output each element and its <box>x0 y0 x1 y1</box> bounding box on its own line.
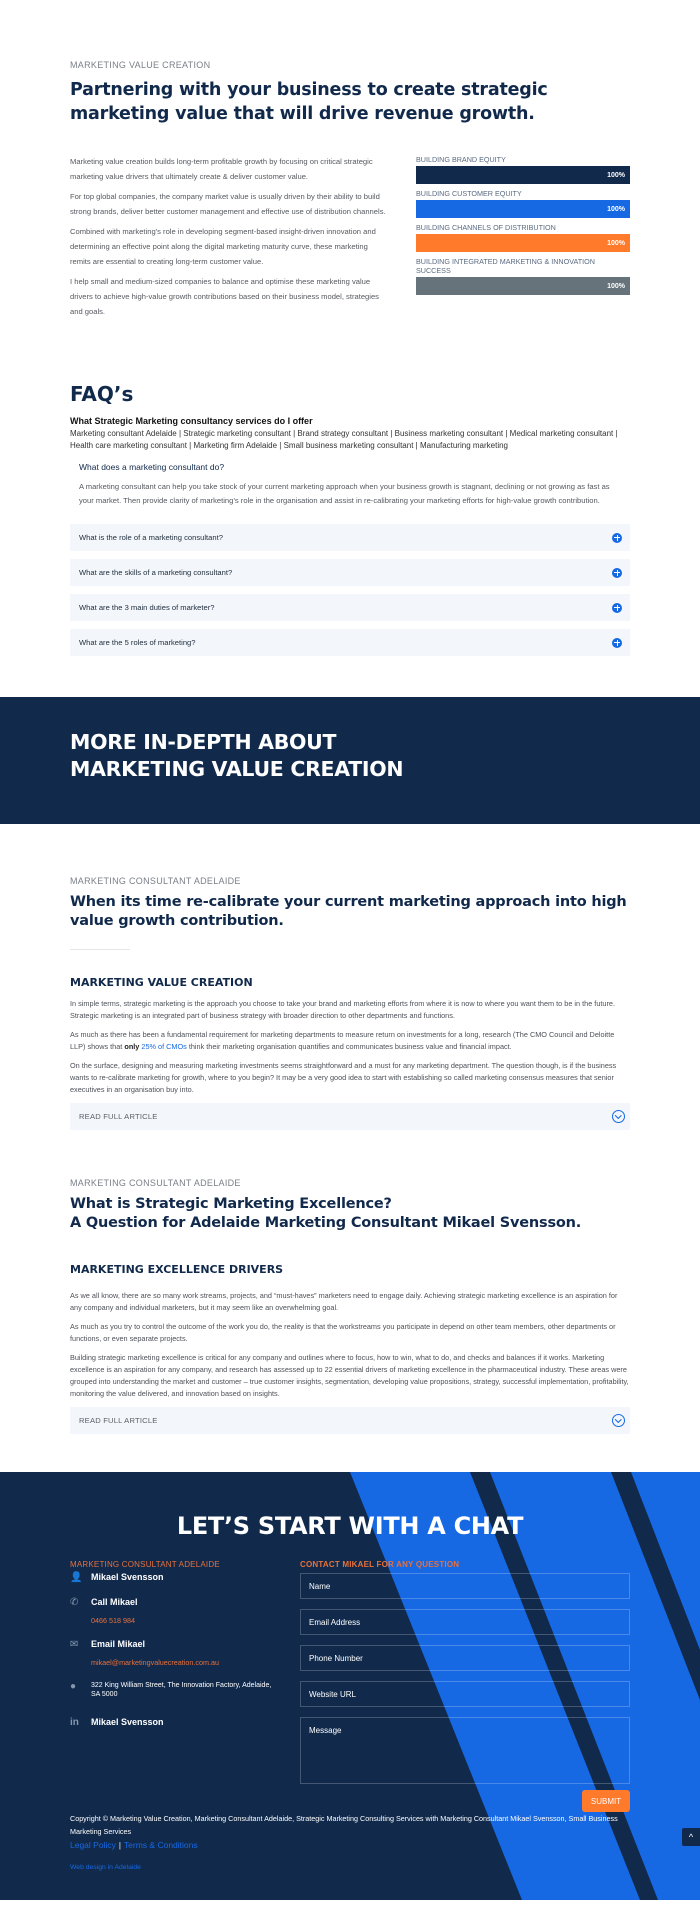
message-field[interactable]: Message <box>300 1717 630 1784</box>
contact-name-text: Mikael Svensson <box>91 1572 164 1582</box>
cmo-stat-link[interactable]: 25% of CMOs <box>141 1042 187 1051</box>
contact-email <box>70 1639 300 1667</box>
faq-open-answer: A marketing consultant can help you take stock of your current marketing approach when your business growth is stagnant, declining or not growing as fast as your market. Then provide clarity of marketing’s role in the organisation and assist in re-calibrating your marketing efforts for high-value growth contribution. <box>79 482 610 505</box>
separator: | <box>118 1841 121 1850</box>
phone-link[interactable]: 0466 518 984 <box>91 1616 135 1625</box>
plus-circle-icon[interactable] <box>612 638 622 648</box>
text: As much as there has been a fundamental requirement for marketing departments to measure return on investments for a long, research (The CMO Council and Deloitte LLP) shows that <box>70 1030 615 1051</box>
text-bold: only <box>124 1042 140 1051</box>
chevron-down-circle-icon[interactable] <box>612 1110 625 1123</box>
bar-value: 100% <box>607 205 625 213</box>
banner-title <box>70 697 700 783</box>
phone-icon: ✆ <box>70 1597 79 1608</box>
faq-question: What are the 5 roles of marketing? <box>79 638 196 647</box>
map-pin-icon: ● <box>70 1681 77 1692</box>
faq-question: What is the role of a marketing consultant? <box>79 533 223 542</box>
article-title: When its time re-calibrate your current marketing approach into high value growth contribution. <box>70 894 627 929</box>
intro-title: Partnering with your business to create strategic marketing value that will drive revenue growth. <box>70 80 548 124</box>
email-link[interactable]: mikael@marketingvaluecreation.com.au <box>91 1658 219 1667</box>
plus-circle-icon[interactable] <box>612 533 622 543</box>
form-eyebrow: CONTACT MIKAEL FOR ANY QUESTION <box>300 1560 460 1569</box>
bar-integrated-marketing <box>416 277 630 295</box>
bar-value: 100% <box>607 171 625 179</box>
faq-service-tags: Marketing consultant Adelaide | Strategic marketing consultant | Brand strategy consultant | Business marketing consultant | Medical marketing consultant | Health care marketing consultant | Marketing firm Adelaide | Small business marketing consultant | Manufacturing marketing <box>70 429 618 450</box>
faq-list <box>70 524 630 656</box>
faq-item[interactable] <box>70 629 630 656</box>
faq-item[interactable] <box>70 594 630 621</box>
bar-label-brand-equity: BUILDING BRAND EQUITY <box>416 155 506 164</box>
faq-question: What are the skills of a marketing consultant? <box>79 568 233 577</box>
contact-form <box>300 1560 630 1812</box>
terms-link[interactable]: Terms & Conditions <box>123 1840 198 1850</box>
envelope-icon: ✉ <box>70 1639 79 1650</box>
legal-policy-link[interactable]: Legal Policy <box>70 1840 116 1850</box>
intro-paragraph: Marketing value creation builds long-term profitable growth by focusing on critical strategic marketing value drivers that ultimately create & deliver customer value. <box>70 157 373 181</box>
faq-subtitle: What Strategic Marketing consultancy services do I offer <box>70 416 313 426</box>
faq-open-question[interactable]: What does a marketing consultant do? <box>79 462 225 472</box>
scroll-to-top-button[interactable] <box>682 1828 700 1846</box>
bar-label-integrated-marketing: BUILDING INTEGRATED MARKETING & INNOVATION SUCCESS <box>416 257 595 275</box>
contact-linkedin[interactable] <box>70 1717 300 1728</box>
intro-text <box>70 154 390 324</box>
banner-title-line2: MARKETING VALUE CREATION <box>70 757 404 781</box>
article-paragraph: On the surface, designing and measuring marketing investments seems straightforward and a must for any marketing department. The question though, is if the business wants to re-calibrate marketing for growth, where to you begin? It may be a very good idea to start with establishing so called marketing consensus measures that senior executives in an organisation buy into. <box>70 1061 617 1094</box>
article-paragraph: In simple terms, strategic marketing is the approach you choose to take your brand and marketing efforts from where it is now to where you want them to be in the future. Strategic marketing is an integrated part of business strategy with broader direction to other departments and functions. <box>70 999 615 1020</box>
article-value-creation <box>0 824 700 1130</box>
text: think their marketing organisation quantifies and communicates business value and financial impact. <box>186 1042 512 1051</box>
email-title: Email Mikael <box>91 1639 146 1649</box>
linkedin-icon[interactable]: in <box>70 1717 79 1728</box>
read-more-label: READ FULL ARTICLE <box>79 1416 158 1425</box>
in-depth-banner <box>0 697 700 824</box>
bar-distribution <box>416 234 630 252</box>
read-full-article-button[interactable] <box>70 1103 630 1130</box>
article-marketing-excellence <box>0 1130 700 1434</box>
divider <box>70 949 130 950</box>
article-eyebrow: MARKETING CONSULTANT ADELAIDE <box>70 876 241 886</box>
contact-name <box>70 1572 300 1583</box>
bar-label-customer-equity: BUILDING CUSTOMER EQUITY <box>416 189 522 198</box>
bar-label-distribution: BUILDING CHANNELS OF DISTRIBUTION <box>416 223 556 232</box>
faq-item[interactable] <box>70 524 630 551</box>
legal-links <box>70 1840 700 1850</box>
web-design-link[interactable]: Web design in Adelaide <box>70 1864 141 1871</box>
faq-section <box>0 345 700 697</box>
read-full-article-button[interactable] <box>70 1407 630 1434</box>
phone-field[interactable]: Phone Number <box>300 1645 630 1671</box>
article-eyebrow: MARKETING CONSULTANT ADELAIDE <box>70 1178 241 1188</box>
footer-title: LET’S START WITH A CHAT <box>176 1512 524 1540</box>
faq-question: What are the 3 main duties of marketer? <box>79 603 215 612</box>
email-field[interactable]: Email Address <box>300 1609 630 1635</box>
faq-item[interactable] <box>70 559 630 586</box>
user-card-icon: 👤 <box>70 1572 83 1583</box>
read-more-label: READ FULL ARTICLE <box>79 1112 158 1121</box>
faq-title: FAQ’s <box>70 382 134 406</box>
banner-title-line1: MORE IN-DEPTH ABOUT <box>70 730 337 754</box>
bar-brand-equity <box>416 166 630 184</box>
article-section-heading: MARKETING EXCELLENCE DRIVERS <box>70 1263 284 1276</box>
submit-button[interactable]: SUBMIT <box>582 1790 630 1812</box>
intro-eyebrow: MARKETING VALUE CREATION <box>70 60 211 70</box>
intro-paragraph: For top global companies, the company market value is usually driven by their ability to build strong brands, deliver better customer management and effective use of distribution channels. <box>70 192 386 216</box>
chevron-down-circle-icon[interactable] <box>612 1414 625 1427</box>
contact-eyebrow: MARKETING CONSULTANT ADELAIDE <box>70 1560 220 1569</box>
progress-bars <box>416 150 630 324</box>
faq-open-item <box>70 452 630 508</box>
article-paragraph: As much as you try to control the outcome of the work you do, the reality is that the workstreams you participate in depend on other team members, other departments or functions, or even separate projects. <box>70 1322 616 1343</box>
linkedin-name[interactable]: Mikael Svensson <box>91 1717 164 1727</box>
bar-customer-equity <box>416 200 630 218</box>
intro-paragraph: Combined with marketing's role in developing segment-based insight-driven innovation and determining an effective point along the digital marketing maturity curve, these marketing remits are essential to creating long-term customer value. <box>70 227 376 266</box>
article-paragraph: Building strategic marketing excellence is critical for any company and outlines where to focus, how to win, what to do, and checks and balances if it works. Marketing excellence is an aspiration for any company, and research has assessed up to 22 essential drivers of marketing excellence in the pharmaceutical industry. These areas were grouped into understanding the market and customer – true customer insights, segmentation, developing value propositions, strategy, successful implementation, profitability, monitoring the value delivered, and innovation based on insights. <box>70 1353 629 1398</box>
intro-section <box>0 0 700 345</box>
contact-call <box>70 1597 300 1625</box>
contact-details <box>70 1560 300 1812</box>
chevron-up-icon: ^ <box>688 1832 694 1842</box>
website-field[interactable]: Website URL <box>300 1681 630 1707</box>
name-field[interactable]: Name <box>300 1573 630 1599</box>
call-title: Call Mikael <box>91 1597 138 1607</box>
article-paragraph <box>70 1029 630 1053</box>
contact-footer <box>0 1472 700 1900</box>
bar-value: 100% <box>607 282 625 290</box>
address-text: 322 King William Street, The Innovation Factory, Adelaide, SA 5000 <box>91 1682 272 1698</box>
intro-paragraph: I help small and medium-sized companies to balance and optimise these marketing value drivers to achieve high-value growth contributions based on their business model, strategies and goals. <box>70 277 379 316</box>
contact-address <box>70 1681 300 1699</box>
article-section-heading: MARKETING VALUE CREATION <box>70 976 253 989</box>
article-paragraph: As we all know, there are so many work streams, projects, and “must-haves” marketers need to engage daily. Achieving strategic marketing excellence is an aspiration for any company and individual marketers, but it may seem like an overwhelming goal. <box>70 1291 618 1312</box>
plus-circle-icon[interactable] <box>612 568 622 578</box>
article-title-line2: A Question for Adelaide Marketing Consultant Mikael Svensson. <box>70 1215 582 1231</box>
bar-value: 100% <box>607 239 625 247</box>
article-title-line1: What is Strategic Marketing Excellence? <box>70 1196 392 1212</box>
copyright-text: Copyright © Marketing Value Creation, Marketing Consultant Adelaide, Strategic Marketing Consulting Services with Marketing Consultant Mikael Svensson, Small Business Marketing Services <box>70 1814 618 1836</box>
plus-circle-icon[interactable] <box>612 603 622 613</box>
article-title <box>70 1195 630 1233</box>
